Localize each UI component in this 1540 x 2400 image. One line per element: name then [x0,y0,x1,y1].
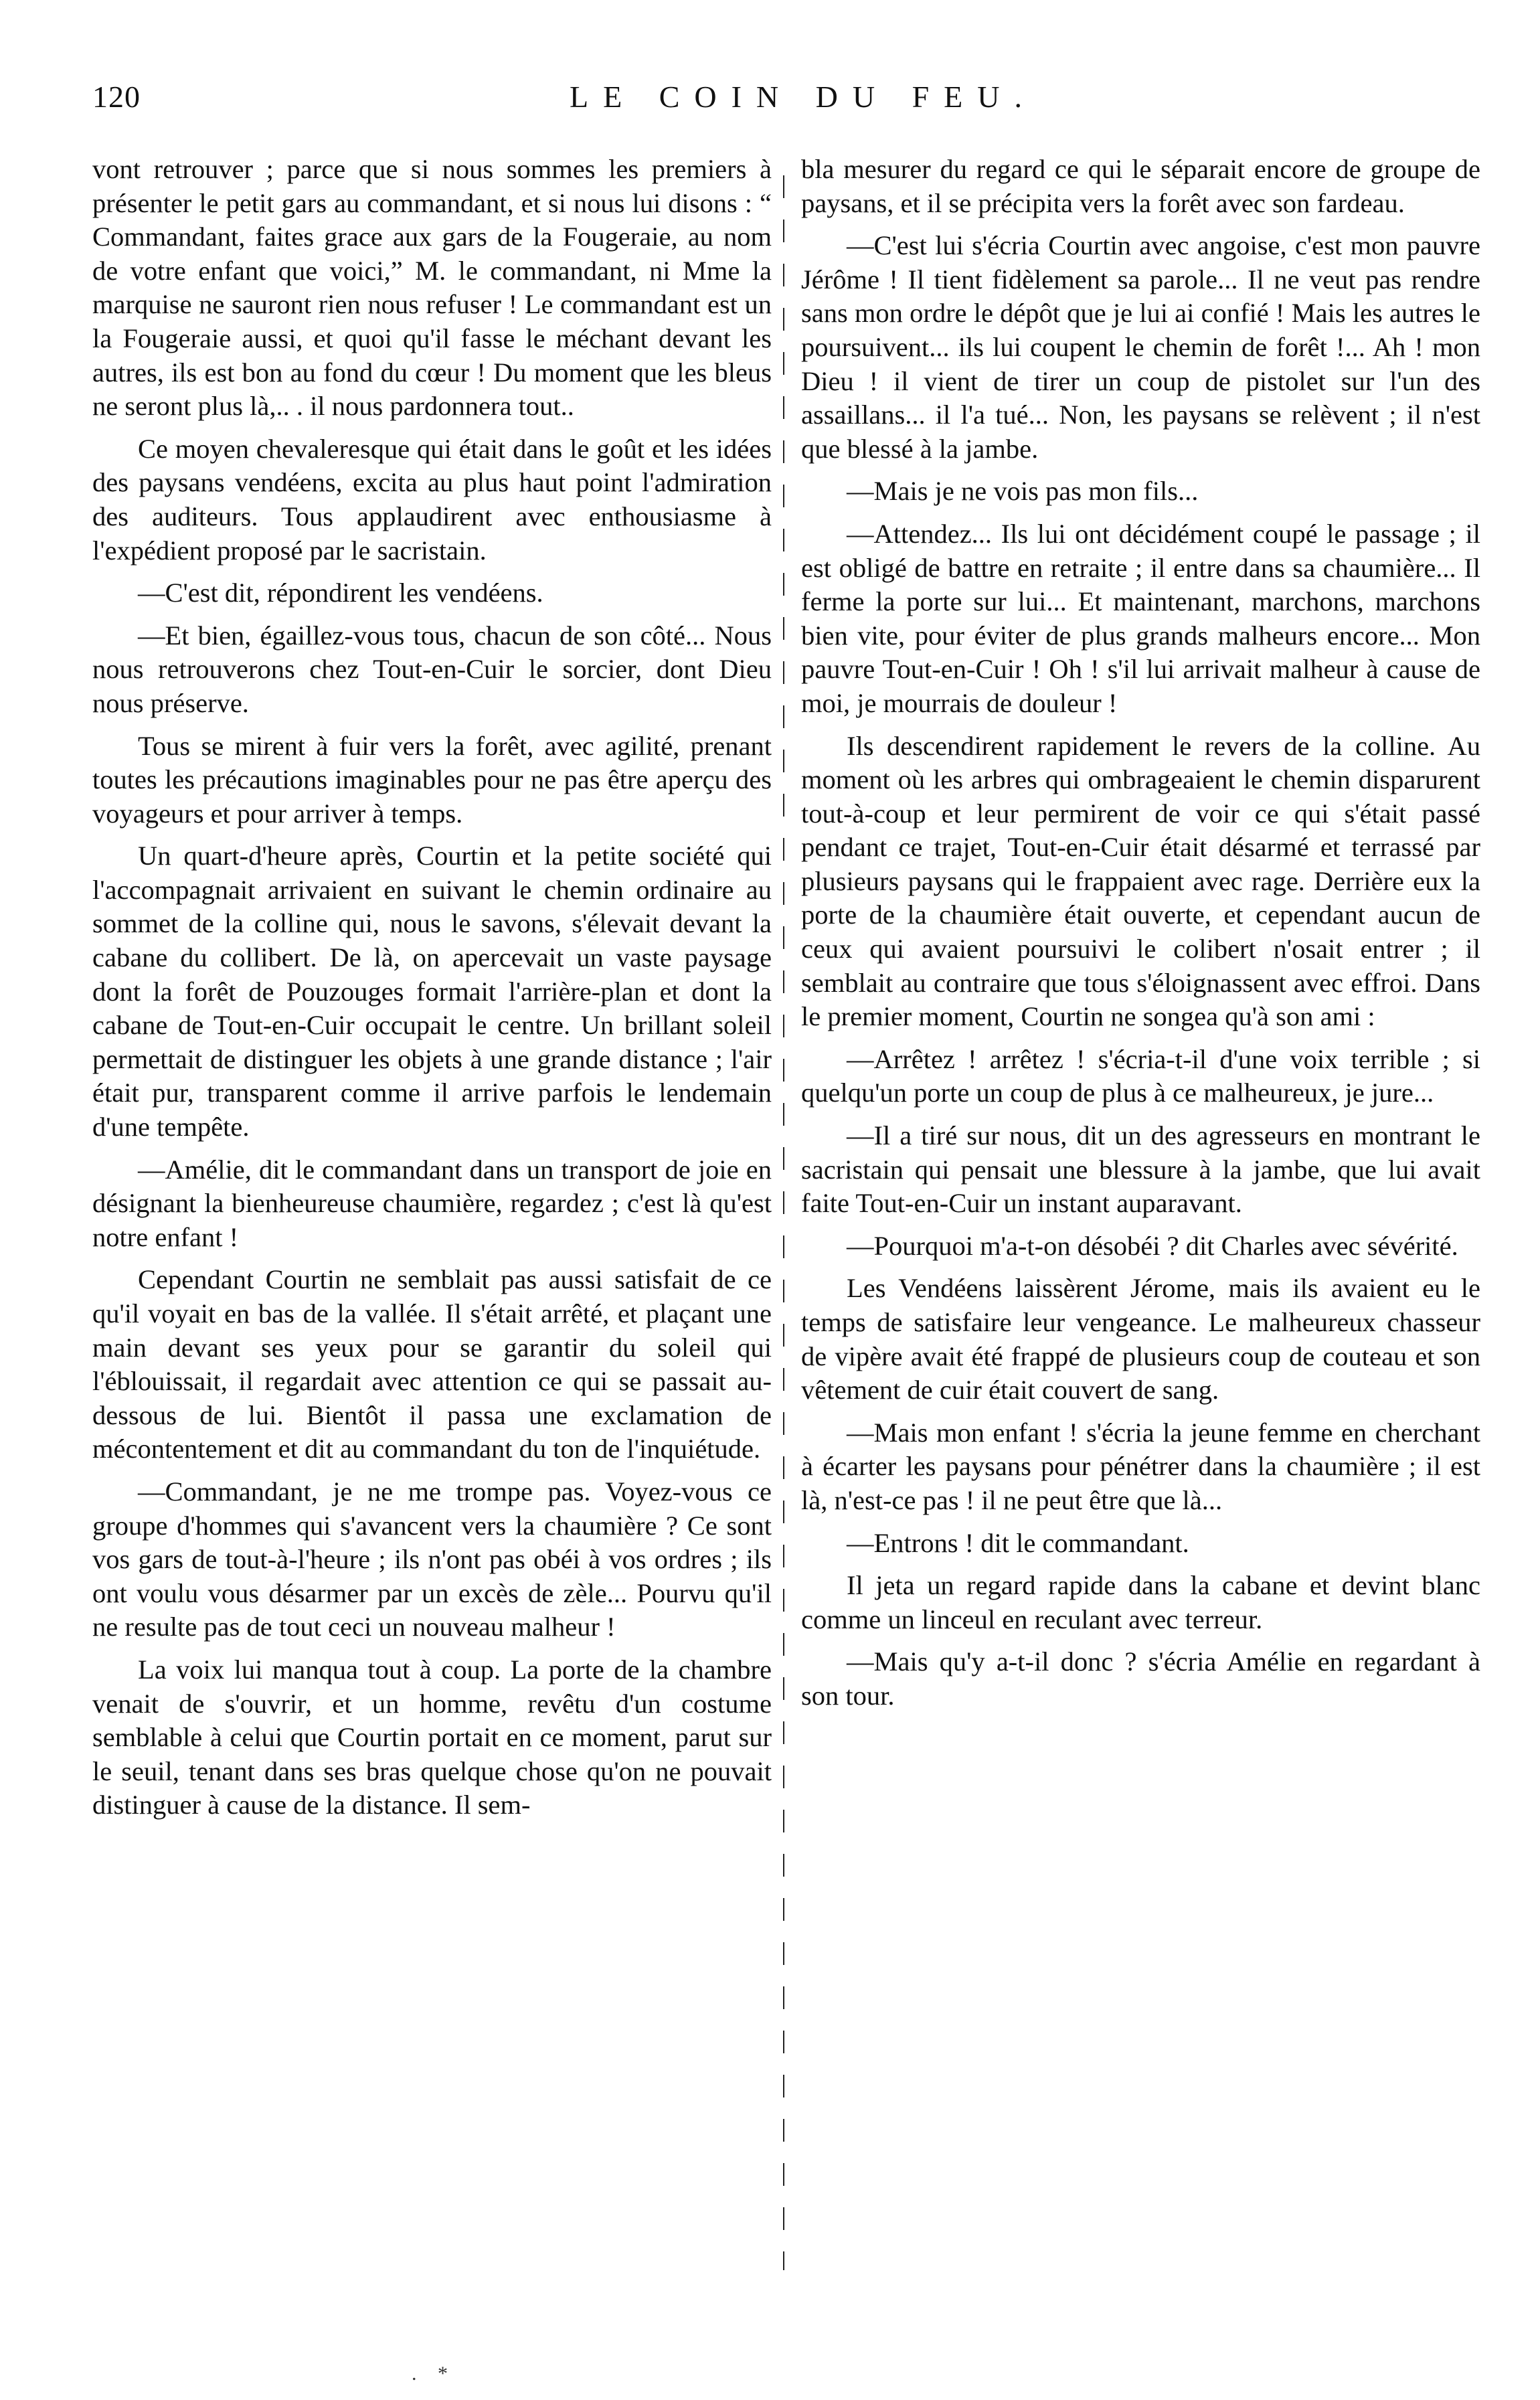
running-title: LE COIN DU FEU. [570,80,1037,114]
paragraph: vont retrouver ; parce que si nous sommes les premiers à présenter le petit gars au commandant, et si nous lui disons : “ Commandant, faites grace aux gars de la Fougeraie, au nom de votre enfant que voici,” M. le commandant, ni Mme la marquise ne sauront rien nous refuser ! Le commandant est un la Fougeraie aussi, et quoi qu'il fasse le méchant devant les autres, ils est bon au fond du cœur ! Du moment que les bleus ne seront plus là,.. . il nous pardonnera tout.. [92,154,772,422]
paragraph: Cependant Courtin ne semblait pas aussi satisfait de ce qu'il voyait en bas de la vallée. Il s'était arrêté, et plaçant une main devant ses yeux pour se garantir du soleil qui l'éblouissait, il regardait avec attention ce qui se passait au-dessous de lui. Bientôt il passa une exclamation de mécontentement et dit au commandant du ton de l'inquiétude. [92,1264,772,1464]
paragraph: —Arrêtez ! arrêtez ! s'écria-t-il d'une voix terrible ; si quelqu'un porte un coup de plus à ce malheureux, je jure... [801,1043,1480,1108]
paragraph: Tous se mirent à fuir vers la forêt, avec agilité, prenant toutes les précautions imaginables pour ne pas être aperçu des voyageurs et pour arriver à temps. [92,730,772,829]
page-number: 120 [92,80,141,114]
paragraph: bla mesurer du regard ce qui le séparait encore de groupe de paysans, et il se précipita vers la forêt avec son fardeau. [801,154,1480,218]
paragraph: —C'est lui s'écria Courtin avec angoise, c'est mon pauvre Jérôme ! Il tient fidèlement sa parole... Il ne veut pas rendre sans mon ordre le dépôt que je lui ai confié ! Mais les autres le poursuivent... ils lui coupent le chemin de forêt !... Ah ! mon Dieu ! il vient de tirer un coup de pistolet sur l'un des assaillans... il l'a tué... Non, les paysans se relèvent ; il n'est que blessé à la jambe. [801,230,1480,464]
paragraph: —Commandant, je ne me trompe pas. Voyez-vous ce groupe d'hommes qui s'avancent vers la chaumière ? Ce sont vos gars de tout-à-l'heure ; ils n'ont pas obéi à vos ordres ; ils ont voulu vous désarmer par un excès de zèle... Pourvu qu'il ne resulte pas de tout ceci un nouveau malheur ! [92,1476,772,1642]
paragraph: —Pourquoi m'a-t-on désobéi ? dit Charles avec sévérité. [847,1230,1458,1261]
paragraph: Il jeta un regard rapide dans la cabane et devint blanc comme un linceul en reculant avec terreur. [801,1570,1480,1634]
paragraph: Les Vendéens laissèrent Jérome, mais ils avaient eu le temps de satisfaire leur vengeance. Le malheureux chasseur de vipère avait été frappé de plusieurs coup de couteau et son vêtement de cuir était couvert de sang. [801,1273,1480,1405]
paragraph: Un quart-d'heure après, Courtin et la petite société qui l'accompagnait arrivaient en suivant le chemin ordinaire au sommet de la colline qui, nous le savons, s'élevait devant la cabane du collibert. De là, on apercevait un vaste paysage dont la forêt de Pouzouges formait l'arrière-plan et dont la cabane de Tout-en-Cuir occupait le centre. Un brillant soleil permettait de distinguer les objets à une grande distance ; l'air était pur, transparent comme il arrive parfois le lendemain d'une tempête. [92,841,772,1142]
footer-mark: . * [412,2363,456,2385]
column-divider [783,175,784,2270]
paragraph: —Mais je ne vois pas mon fils... [847,476,1199,507]
page-header [87,79,1479,133]
paragraph: —Mais mon enfant ! s'écria la jeune femme en cherchant à écarter les paysans pour pénétrer dans la chaumière ; il est là, n'est-ce pas ! il ne peut être que là... [801,1417,1480,1515]
paragraph: —Attendez... Ils lui ont décidément coupé le passage ; il est obligé de battre en retraite ; il entre dans sa chaumière... Il ferme la porte sur lui... Et maintenant, marchons, marchons bien vite, pour éviter de plus grands malheurs encore... Mon pauvre Tout-en-Cuir ! Oh ! s'il lui arrivait malheur à cause de moi, je mourrais de douleur ! [801,518,1480,718]
paragraph: —Mais qu'y a-t-il donc ? s'écria Amélie en regardant à son tour. [801,1646,1480,1711]
paragraph: —Et bien, égaillez-vous tous, chacun de son côté... Nous nous retrouverons chez Tout-en-Cuir le sorcier, dont Dieu nous préserve. [92,620,772,718]
paragraph: —C'est dit, répondirent les vendéens. [138,578,543,608]
left-column [92,153,772,1822]
right-column [801,153,1480,1713]
paragraph: La voix lui manqua tout à coup. La porte de la chambre venait de s'ouvrir, et un homme, revêtu d'un costume semblable à celui que Courtin portait en ce moment, parut sur le seuil, tenant dans ses bras quelque chose qu'on ne pouvait distinguer à cause de la distance. Il sem- [92,1654,772,1820]
paragraph: —Entrons ! dit le commandant. [847,1527,1189,1558]
paragraph: —Amélie, dit le commandant dans un transport de joie en désignant la bienheureuse chaumière, regardez ; c'est là qu'est notre enfant ! [92,1154,772,1252]
paragraph: Ce moyen chevaleresque qui était dans le goût et les idées des paysans vendéens, excita au plus haut point l'admiration des auditeurs. Tous applaudirent avec enthousiasme à l'expédient proposé par le sacristain. [92,433,772,566]
paragraph: —Il a tiré sur nous, dit un des agresseurs en montrant le sacristain qui pensait une blessure à la jambe, que lui avait faite Tout-en-Cuir un instant auparavant. [801,1120,1480,1219]
paragraph: Ils descendirent rapidement le revers de la colline. Au moment où les arbres qui ombrageaient le chemin disparurent tout-à-coup et leur permirent de voir ce qui s'était passé pendant ce trajet, Tout-en-Cuir était désarmé et terrassé par plusieurs paysans qui le frappaient avec rage. Derrière eux la porte de la chaumière était ouverte, et cependant aucun de ceux qui avaient poursuivi le colibert n'osait entrer ; il semblait au contraire que tous s'éloignassent avec effroi. Dans le premier moment, Courtin ne songea qu'à son ami : [801,730,1480,1032]
